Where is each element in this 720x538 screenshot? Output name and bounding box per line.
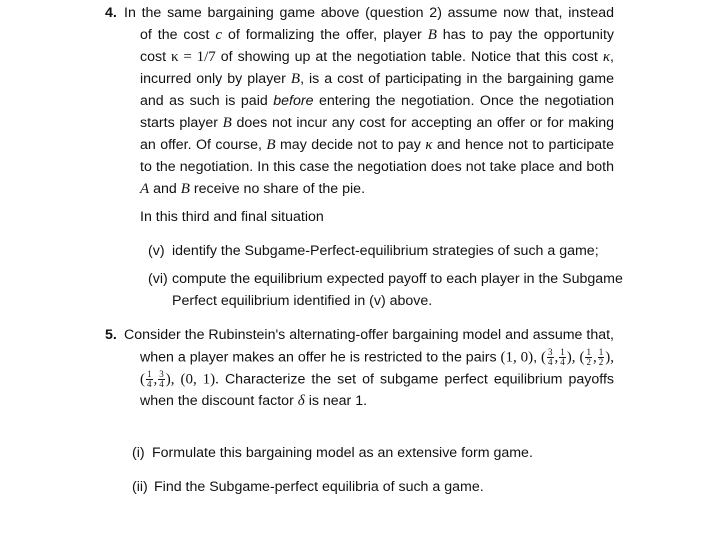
q4-line-6: starts player B does not incur any cost for accepting an offer or for making (140, 115, 614, 131)
q4-intro: In this third and final situation (140, 209, 324, 225)
q4-item-v-text: identify the Subgame-Perfect-equilibrium strategies of such a game; (172, 243, 599, 259)
q4-item-vi-text: compute the equilibrium expected payoff to each player in the Subgame (172, 271, 623, 287)
q4-item-vi-label: (vi) (148, 271, 168, 287)
q4-line-4: incurred only by player B, is a cost of participating in the bargaining game (140, 71, 615, 87)
q5-line-2: when a player makes an offer he is restricted to the pairs (1, 0), ( $\frac{3}{4}$ , $\frac{1}{4}$ ), ( $\frac{1}{2}$ , $\frac{1}{2}$ ), (140, 347, 614, 367)
q4-line-7: an offer. Of course, B may decide not to pay κ and hence not to participate (140, 137, 615, 153)
q5-line-3: ( $\frac{1}{4}$ , $\frac{3}{4}$ ), (0, 1). Characterize the set of subgame perfect equilibrium payoffs (140, 369, 614, 389)
q5-item-i-label: (i) (132, 445, 145, 461)
q5-item-ii-label: (ii) (132, 479, 148, 495)
q4-item-vi-text-2: Perfect equilibrium identified in (v) above. (172, 293, 433, 309)
q4-line-8: to the negotiation. In this case the negotiation does not take place and both (140, 159, 614, 175)
q4-line-9: A and B receive no share of the pie. (140, 181, 366, 197)
q4-line-2: of the cost c of formalizing the offer, player B has to pay the opportunity (140, 27, 614, 43)
q4-line-5: and as such is paid before entering the negotiation. Once the negotiation (140, 93, 614, 109)
question-4-number: 4. (105, 5, 117, 21)
question-5-number: 5. (105, 327, 117, 343)
q5-item-i-text: Formulate this bargaining model as an extensive form game. (152, 445, 533, 461)
q5-item-ii-text: Find the Subgame-perfect equilibria of such a game. (154, 479, 484, 495)
q4-item-v-label: (v) (148, 243, 165, 259)
q4-line-1: In the same bargaining game above (question 2) assume now that, instead (124, 5, 614, 21)
q4-line-3: cost κ = 1/7 of showing up at the negotiation table. Notice that this cost κ, (140, 49, 614, 65)
q5-line-4: when the discount factor δ is near 1. (140, 393, 368, 409)
q5-line-1: Consider the Rubinstein's alternating-offer bargaining model and assume that, (124, 327, 614, 343)
